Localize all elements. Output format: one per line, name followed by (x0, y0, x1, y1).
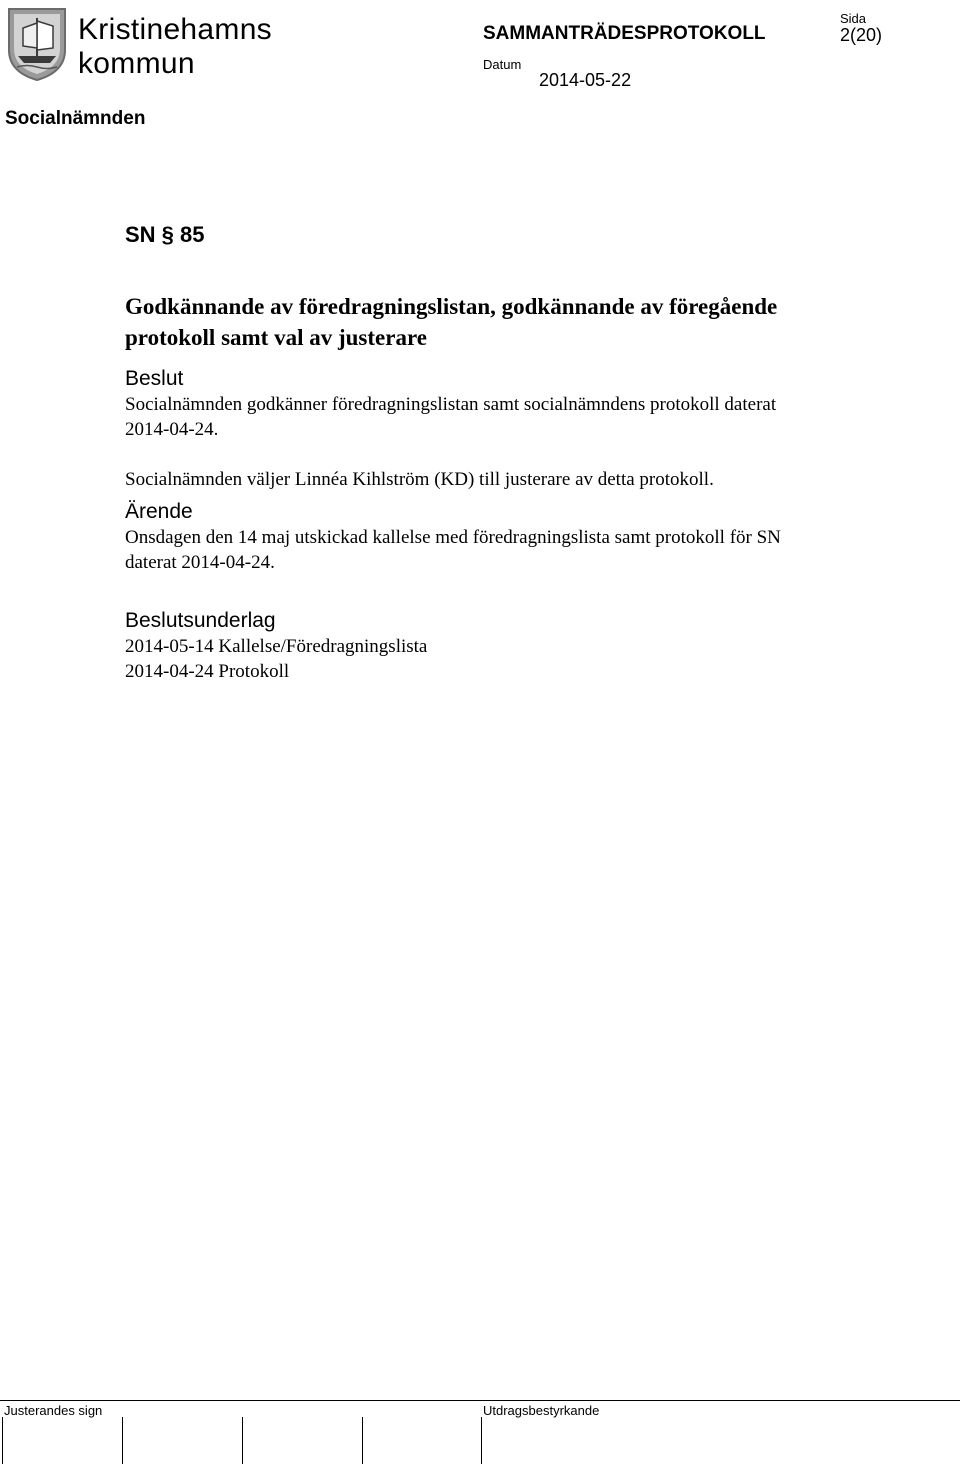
signature-box-divider (481, 1417, 482, 1464)
matter-heading: Ärende (125, 500, 193, 523)
protocol-title: SAMMANTRÄDESPROTOKOLL (483, 23, 766, 44)
date-label: Datum (483, 57, 522, 72)
basis-item-2: 2014-04-24 Protokoll (125, 661, 290, 682)
section-content (125, 291, 825, 684)
page-number: 2(20) (840, 25, 883, 45)
decision-paragraph-2: Socialnämnden väljer Linnéa Kihlström (KD) till justerare av detta protokoll. (125, 469, 714, 490)
decision-paragraph-1: Socialnämnden godkänner föredragningslistan samt socialnämndens protokoll daterat 2014-04-24. (125, 394, 777, 440)
signers-label: Justerandes sign (4, 1403, 103, 1418)
signature-box-divider (242, 1417, 243, 1464)
signature-box-divider (2, 1417, 3, 1464)
section-title: Godkännande av föredragningslistan, godkännande av föregående protokoll samt val av justerare (125, 294, 778, 350)
logo-text-line2: kommun (78, 47, 195, 80)
department-name: Socialnämnden (5, 108, 146, 129)
logo-text-line1: Kristinehamns (78, 13, 272, 46)
signature-box-divider (122, 1417, 123, 1464)
decision-heading: Beslut (125, 367, 184, 390)
footer-divider (0, 1400, 960, 1401)
section-id: SN § 85 (125, 222, 205, 247)
signature-box-divider (362, 1417, 363, 1464)
basis-item-1: 2014-05-14 Kallelse/Föredragningslista (125, 636, 428, 657)
ship-crest-icon (6, 6, 68, 82)
matter-text: Onsdagen den 14 maj utskickad kallelse med föredragningslista samt protokoll för SN daterat 2014-04-24. (125, 527, 781, 573)
date-value: 2014-05-22 (539, 70, 632, 90)
certification-label: Utdragsbestyrkande (483, 1403, 600, 1418)
municipality-logo (6, 6, 272, 84)
basis-heading: Beslutsunderlag (125, 609, 276, 632)
page-label: Sida (840, 11, 867, 26)
